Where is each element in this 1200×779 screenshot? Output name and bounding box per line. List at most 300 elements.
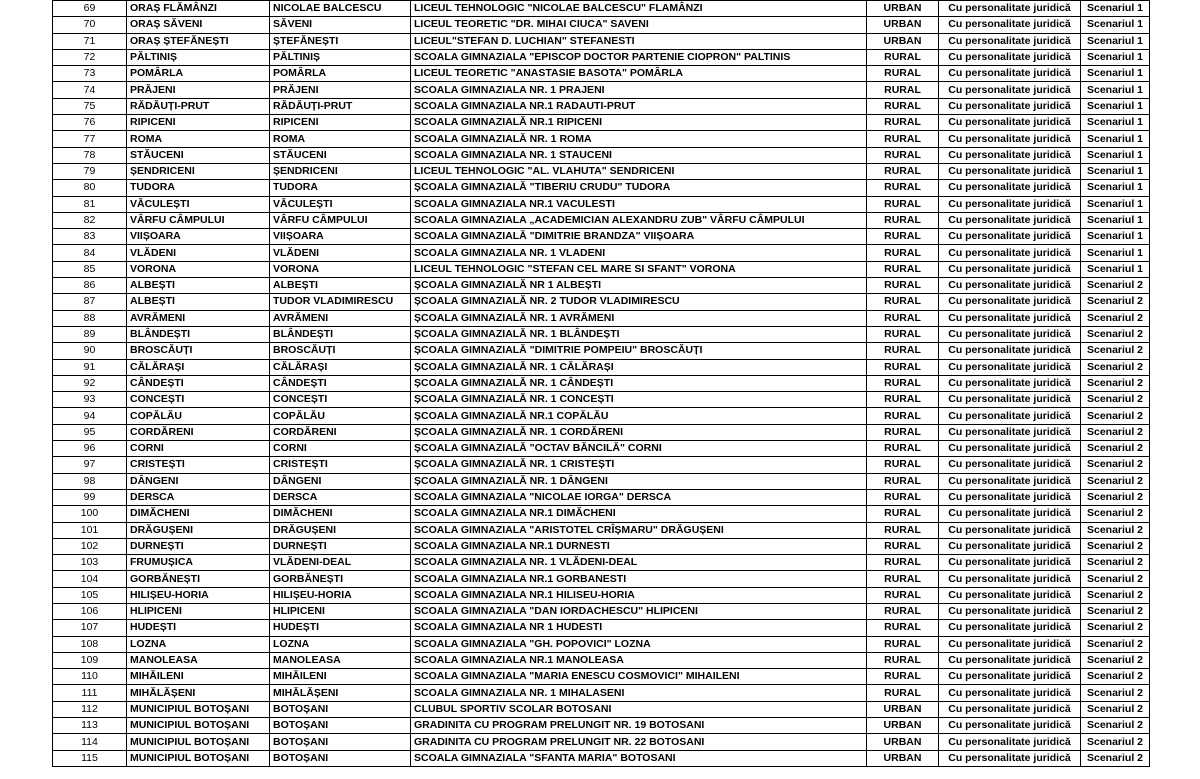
row-number: 78 bbox=[53, 147, 127, 163]
uat-cell: VLĂDENI bbox=[127, 245, 270, 261]
scenario-cell: Scenariul 2 bbox=[1081, 701, 1150, 717]
school-name-cell: ȘCOALA GIMNAZIALĂ NR. 1 CRISTEȘTI bbox=[411, 457, 867, 473]
locality-cell: BOTOȘANI bbox=[270, 734, 411, 750]
scenario-cell: Scenariul 2 bbox=[1081, 359, 1150, 375]
row-number: 115 bbox=[53, 750, 127, 766]
row-number: 108 bbox=[53, 636, 127, 652]
school-name-cell: ȘCOALA GIMNAZIALĂ NR. 1 BLÂNDEȘTI bbox=[411, 326, 867, 342]
locality-cell: MIHĂILENI bbox=[270, 669, 411, 685]
table-row bbox=[53, 131, 1150, 147]
row-number: 75 bbox=[53, 98, 127, 114]
legal-status-cell: Cu personalitate juridică bbox=[939, 82, 1081, 98]
locality-cell: TUDORA bbox=[270, 180, 411, 196]
environment-cell: RURAL bbox=[867, 147, 939, 163]
scenario-cell: Scenariul 1 bbox=[1081, 33, 1150, 49]
locality-cell: BOTOȘANI bbox=[270, 718, 411, 734]
scenario-cell: Scenariul 2 bbox=[1081, 620, 1150, 636]
uat-cell: DURNEȘTI bbox=[127, 538, 270, 554]
environment-cell: RURAL bbox=[867, 636, 939, 652]
uat-cell: DERSCA bbox=[127, 489, 270, 505]
row-number: 111 bbox=[53, 685, 127, 701]
uat-cell: GORBĂNEȘTI bbox=[127, 571, 270, 587]
table-row bbox=[53, 473, 1150, 489]
school-name-cell: SCOALA GIMNAZIALA NR.1 DURNESTI bbox=[411, 538, 867, 554]
school-name-cell: ȘCOALA GIMNAZIALĂ NR. 1 CÂNDEȘTI bbox=[411, 375, 867, 391]
row-number: 70 bbox=[53, 17, 127, 33]
locality-cell: VLĂDENI-DEAL bbox=[270, 555, 411, 571]
locality-cell: CÂNDEȘTI bbox=[270, 375, 411, 391]
locality-cell: PRĂJENI bbox=[270, 82, 411, 98]
legal-status-cell: Cu personalitate juridică bbox=[939, 701, 1081, 717]
school-name-cell: SCOALA GIMNAZIALA "GH. POPOVICI" LOZNA bbox=[411, 636, 867, 652]
table-row bbox=[53, 294, 1150, 310]
legal-status-cell: Cu personalitate juridică bbox=[939, 245, 1081, 261]
legal-status-cell: Cu personalitate juridică bbox=[939, 131, 1081, 147]
row-number: 101 bbox=[53, 522, 127, 538]
legal-status-cell: Cu personalitate juridică bbox=[939, 685, 1081, 701]
row-number: 97 bbox=[53, 457, 127, 473]
school-name-cell: SCOALA GIMNAZIALA "MARIA ENESCU COSMOVICI" MIHAILENI bbox=[411, 669, 867, 685]
school-name-cell: SCOALA GIMNAZIALA NR. 1 VLADENI bbox=[411, 245, 867, 261]
school-name-cell: SCOALA GIMNAZIALA „ACADEMICIAN ALEXANDRU ZUB" VÂRFU CÂMPULUI bbox=[411, 212, 867, 228]
scenario-cell: Scenariul 2 bbox=[1081, 489, 1150, 505]
row-number: 81 bbox=[53, 196, 127, 212]
table-row bbox=[53, 441, 1150, 457]
row-number: 99 bbox=[53, 489, 127, 505]
environment-cell: RURAL bbox=[867, 685, 939, 701]
row-number: 113 bbox=[53, 718, 127, 734]
locality-cell: RIPICENI bbox=[270, 115, 411, 131]
environment-cell: RURAL bbox=[867, 620, 939, 636]
school-name-cell: SCOALA GIMNAZIALA NR.1 DIMĂCHENI bbox=[411, 506, 867, 522]
table-row bbox=[53, 506, 1150, 522]
row-number: 72 bbox=[53, 49, 127, 65]
locality-cell: NICOLAE BALCESCU bbox=[270, 1, 411, 17]
uat-cell: CORDĂRENI bbox=[127, 424, 270, 440]
row-number: 96 bbox=[53, 441, 127, 457]
scenario-cell: Scenariul 2 bbox=[1081, 375, 1150, 391]
scenario-cell: Scenariul 2 bbox=[1081, 652, 1150, 668]
environment-cell: RURAL bbox=[867, 343, 939, 359]
uat-cell: HILIȘEU-HORIA bbox=[127, 587, 270, 603]
legal-status-cell: Cu personalitate juridică bbox=[939, 359, 1081, 375]
row-number: 71 bbox=[53, 33, 127, 49]
environment-cell: RURAL bbox=[867, 522, 939, 538]
environment-cell: RURAL bbox=[867, 408, 939, 424]
scenario-cell: Scenariul 1 bbox=[1081, 163, 1150, 179]
scenario-cell: Scenariul 1 bbox=[1081, 180, 1150, 196]
locality-cell: DERSCA bbox=[270, 489, 411, 505]
environment-cell: RURAL bbox=[867, 66, 939, 82]
locality-cell: MIHĂLĂȘENI bbox=[270, 685, 411, 701]
locality-cell: VIIȘOARA bbox=[270, 229, 411, 245]
row-number: 83 bbox=[53, 229, 127, 245]
row-number: 80 bbox=[53, 180, 127, 196]
school-name-cell: LICEUL TEORETIC "ANASTASIE BASOTA" POMÂRLA bbox=[411, 66, 867, 82]
uat-cell: BLÂNDEȘTI bbox=[127, 326, 270, 342]
school-name-cell: CLUBUL SPORTIV SCOLAR BOTOSANI bbox=[411, 701, 867, 717]
table-row bbox=[53, 261, 1150, 277]
row-number: 85 bbox=[53, 261, 127, 277]
legal-status-cell: Cu personalitate juridică bbox=[939, 734, 1081, 750]
environment-cell: RURAL bbox=[867, 98, 939, 114]
row-number: 73 bbox=[53, 66, 127, 82]
locality-cell: HILIȘEU-HORIA bbox=[270, 587, 411, 603]
legal-status-cell: Cu personalitate juridică bbox=[939, 408, 1081, 424]
scenario-cell: Scenariul 2 bbox=[1081, 343, 1150, 359]
environment-cell: RURAL bbox=[867, 131, 939, 147]
legal-status-cell: Cu personalitate juridică bbox=[939, 750, 1081, 766]
row-number: 95 bbox=[53, 424, 127, 440]
scenario-cell: Scenariul 2 bbox=[1081, 603, 1150, 619]
locality-cell: ȘENDRICENI bbox=[270, 163, 411, 179]
table-row bbox=[53, 392, 1150, 408]
legal-status-cell: Cu personalitate juridică bbox=[939, 278, 1081, 294]
table-row bbox=[53, 196, 1150, 212]
legal-status-cell: Cu personalitate juridică bbox=[939, 163, 1081, 179]
uat-cell: POMÂRLA bbox=[127, 66, 270, 82]
table-row bbox=[53, 98, 1150, 114]
environment-cell: RURAL bbox=[867, 310, 939, 326]
school-name-cell: SCOALA GIMNAZIALĂ "DIMITRIE BRANDZA" VIIȘOARA bbox=[411, 229, 867, 245]
locality-cell: DIMĂCHENI bbox=[270, 506, 411, 522]
school-name-cell: SCOALA GIMNAZIALA NR.1 VACULESTI bbox=[411, 196, 867, 212]
legal-status-cell: Cu personalitate juridică bbox=[939, 212, 1081, 228]
uat-cell: ROMA bbox=[127, 131, 270, 147]
row-number: 94 bbox=[53, 408, 127, 424]
table-row bbox=[53, 49, 1150, 65]
legal-status-cell: Cu personalitate juridică bbox=[939, 1, 1081, 17]
school-name-cell: ȘCOALA GIMNAZIALĂ NR. 2 TUDOR VLADIMIRESCU bbox=[411, 294, 867, 310]
school-name-cell: LICEUL TEHNOLOGIC "AL. VLAHUTA" SENDRICENI bbox=[411, 163, 867, 179]
scenario-cell: Scenariul 2 bbox=[1081, 408, 1150, 424]
table-row bbox=[53, 457, 1150, 473]
row-number: 105 bbox=[53, 587, 127, 603]
locality-cell: RĂDĂUȚI-PRUT bbox=[270, 98, 411, 114]
scenario-cell: Scenariul 2 bbox=[1081, 326, 1150, 342]
legal-status-cell: Cu personalitate juridică bbox=[939, 457, 1081, 473]
uat-cell: STĂUCENI bbox=[127, 147, 270, 163]
table-row bbox=[53, 147, 1150, 163]
environment-cell: RURAL bbox=[867, 424, 939, 440]
scenario-cell: Scenariul 2 bbox=[1081, 750, 1150, 766]
school-name-cell: LICEUL TEHNOLOGIC "NICOLAE BALCESCU" FLAMÂNZI bbox=[411, 1, 867, 17]
scenario-cell: Scenariul 1 bbox=[1081, 66, 1150, 82]
table-row bbox=[53, 489, 1150, 505]
school-name-cell: SCOALA GIMNAZIALA "EPISCOP DOCTOR PARTENIE CIOPRON" PALTINIS bbox=[411, 49, 867, 65]
school-name-cell: ȘCOALA GIMNAZIALĂ NR 1 ALBEȘTI bbox=[411, 278, 867, 294]
scenario-cell: Scenariul 1 bbox=[1081, 49, 1150, 65]
uat-cell: ORAȘ SĂVENI bbox=[127, 17, 270, 33]
uat-cell: FRUMUȘICA bbox=[127, 555, 270, 571]
school-name-cell: ȘCOALA GIMNAZIALĂ NR. 1 DÂNGENI bbox=[411, 473, 867, 489]
environment-cell: RURAL bbox=[867, 587, 939, 603]
scenario-cell: Scenariul 1 bbox=[1081, 229, 1150, 245]
environment-cell: RURAL bbox=[867, 571, 939, 587]
legal-status-cell: Cu personalitate juridică bbox=[939, 98, 1081, 114]
uat-cell: CORNI bbox=[127, 441, 270, 457]
environment-cell: RURAL bbox=[867, 245, 939, 261]
table-row bbox=[53, 359, 1150, 375]
scenario-cell: Scenariul 1 bbox=[1081, 261, 1150, 277]
legal-status-cell: Cu personalitate juridică bbox=[939, 115, 1081, 131]
school-name-cell: GRADINITA CU PROGRAM PRELUNGIT NR. 22 BOTOSANI bbox=[411, 734, 867, 750]
environment-cell: RURAL bbox=[867, 375, 939, 391]
uat-cell: MANOLEASA bbox=[127, 652, 270, 668]
row-number: 90 bbox=[53, 343, 127, 359]
legal-status-cell: Cu personalitate juridică bbox=[939, 652, 1081, 668]
table-row bbox=[53, 163, 1150, 179]
table-row bbox=[53, 636, 1150, 652]
legal-status-cell: Cu personalitate juridică bbox=[939, 506, 1081, 522]
table-row bbox=[53, 17, 1150, 33]
scenario-cell: Scenariul 2 bbox=[1081, 424, 1150, 440]
school-name-cell: ȘCOALA GIMNAZIALĂ NR. 1 CĂLĂRAȘI bbox=[411, 359, 867, 375]
scenario-cell: Scenariul 2 bbox=[1081, 457, 1150, 473]
locality-cell: SĂVENI bbox=[270, 17, 411, 33]
legal-status-cell: Cu personalitate juridică bbox=[939, 196, 1081, 212]
scenario-cell: Scenariul 1 bbox=[1081, 115, 1150, 131]
table-row bbox=[53, 701, 1150, 717]
legal-status-cell: Cu personalitate juridică bbox=[939, 571, 1081, 587]
table-row bbox=[53, 343, 1150, 359]
scenario-cell: Scenariul 1 bbox=[1081, 147, 1150, 163]
table-row bbox=[53, 115, 1150, 131]
environment-cell: URBAN bbox=[867, 17, 939, 33]
environment-cell: RURAL bbox=[867, 669, 939, 685]
locality-cell: PĂLTINIȘ bbox=[270, 49, 411, 65]
row-number: 69 bbox=[53, 1, 127, 17]
legal-status-cell: Cu personalitate juridică bbox=[939, 603, 1081, 619]
locality-cell: POMÂRLA bbox=[270, 66, 411, 82]
locality-cell: CONCEȘTI bbox=[270, 392, 411, 408]
legal-status-cell: Cu personalitate juridică bbox=[939, 473, 1081, 489]
environment-cell: RURAL bbox=[867, 326, 939, 342]
environment-cell: RURAL bbox=[867, 489, 939, 505]
school-name-cell: SCOALA GIMNAZIALA "NICOLAE IORGA" DERSCA bbox=[411, 489, 867, 505]
table-row bbox=[53, 620, 1150, 636]
scenario-cell: Scenariul 1 bbox=[1081, 245, 1150, 261]
table-row bbox=[53, 66, 1150, 82]
row-number: 89 bbox=[53, 326, 127, 342]
row-number: 82 bbox=[53, 212, 127, 228]
table-row bbox=[53, 82, 1150, 98]
environment-cell: RURAL bbox=[867, 229, 939, 245]
locality-cell: VORONA bbox=[270, 261, 411, 277]
table-row bbox=[53, 734, 1150, 750]
environment-cell: URBAN bbox=[867, 734, 939, 750]
legal-status-cell: Cu personalitate juridică bbox=[939, 180, 1081, 196]
scenario-cell: Scenariul 2 bbox=[1081, 294, 1150, 310]
environment-cell: RURAL bbox=[867, 506, 939, 522]
school-name-cell: SCOALA GIMNAZIALA NR. 1 VLĂDENI-DEAL bbox=[411, 555, 867, 571]
row-number: 114 bbox=[53, 734, 127, 750]
school-name-cell: SCOALA GIMNAZIALA NR.1 GORBANESTI bbox=[411, 571, 867, 587]
document-page bbox=[52, 0, 1150, 767]
scenario-cell: Scenariul 2 bbox=[1081, 310, 1150, 326]
row-number: 92 bbox=[53, 375, 127, 391]
uat-cell: RIPICENI bbox=[127, 115, 270, 131]
uat-cell: VÂRFU CÂMPULUI bbox=[127, 212, 270, 228]
uat-cell: CĂLĂRAȘI bbox=[127, 359, 270, 375]
legal-status-cell: Cu personalitate juridică bbox=[939, 669, 1081, 685]
locality-cell: CORDĂRENI bbox=[270, 424, 411, 440]
locality-cell: CRISTEȘTI bbox=[270, 457, 411, 473]
row-number: 106 bbox=[53, 603, 127, 619]
locality-cell: CĂLĂRAȘI bbox=[270, 359, 411, 375]
environment-cell: URBAN bbox=[867, 33, 939, 49]
environment-cell: RURAL bbox=[867, 538, 939, 554]
locality-cell: BROSCĂUȚI bbox=[270, 343, 411, 359]
locality-cell: BOTOȘANI bbox=[270, 750, 411, 766]
school-name-cell: SCOALA GIMNAZIALA NR. 1 MIHALASENI bbox=[411, 685, 867, 701]
uat-cell: ORAȘ ȘTEFĂNEȘTI bbox=[127, 33, 270, 49]
row-number: 107 bbox=[53, 620, 127, 636]
table-row bbox=[53, 408, 1150, 424]
table-row bbox=[53, 33, 1150, 49]
school-name-cell: SCOALA GIMNAZIALA NR.1 HILISEU-HORIA bbox=[411, 587, 867, 603]
scenario-cell: Scenariul 2 bbox=[1081, 587, 1150, 603]
scenario-cell: Scenariul 2 bbox=[1081, 522, 1150, 538]
uat-cell: HUDEȘTI bbox=[127, 620, 270, 636]
school-name-cell: SCOALA GIMNAZIALA "DAN IORDACHESCU" HLIPICENI bbox=[411, 603, 867, 619]
locality-cell: LOZNA bbox=[270, 636, 411, 652]
uat-cell: ALBEȘTI bbox=[127, 294, 270, 310]
school-name-cell: LICEUL TEORETIC "DR. MIHAI CIUCA" SAVENI bbox=[411, 17, 867, 33]
uat-cell: MUNICIPIUL BOTOȘANI bbox=[127, 734, 270, 750]
environment-cell: RURAL bbox=[867, 115, 939, 131]
legal-status-cell: Cu personalitate juridică bbox=[939, 375, 1081, 391]
environment-cell: RURAL bbox=[867, 196, 939, 212]
legal-status-cell: Cu personalitate juridică bbox=[939, 49, 1081, 65]
school-name-cell: ȘCOALA GIMNAZIALĂ "OCTAV BĂNCILĂ" CORNI bbox=[411, 441, 867, 457]
environment-cell: RURAL bbox=[867, 180, 939, 196]
uat-cell: CONCEȘTI bbox=[127, 392, 270, 408]
scenario-cell: Scenariul 2 bbox=[1081, 441, 1150, 457]
row-number: 88 bbox=[53, 310, 127, 326]
locality-cell: VLĂDENI bbox=[270, 245, 411, 261]
legal-status-cell: Cu personalitate juridică bbox=[939, 489, 1081, 505]
legal-status-cell: Cu personalitate juridică bbox=[939, 229, 1081, 245]
legal-status-cell: Cu personalitate juridică bbox=[939, 294, 1081, 310]
environment-cell: RURAL bbox=[867, 555, 939, 571]
locality-cell: ROMA bbox=[270, 131, 411, 147]
scenario-cell: Scenariul 1 bbox=[1081, 196, 1150, 212]
legal-status-cell: Cu personalitate juridică bbox=[939, 538, 1081, 554]
table-body bbox=[53, 1, 1150, 767]
uat-cell: DIMĂCHENI bbox=[127, 506, 270, 522]
school-name-cell: ȘCOALA GIMNAZIALĂ NR. 1 CORDĂRENI bbox=[411, 424, 867, 440]
environment-cell: URBAN bbox=[867, 750, 939, 766]
scenario-cell: Scenariul 1 bbox=[1081, 212, 1150, 228]
uat-cell: VIIȘOARA bbox=[127, 229, 270, 245]
table-row bbox=[53, 180, 1150, 196]
row-number: 112 bbox=[53, 701, 127, 717]
scenario-cell: Scenariul 1 bbox=[1081, 82, 1150, 98]
school-name-cell: SCOALA GIMNAZIALA NR.1 MANOLEASA bbox=[411, 652, 867, 668]
school-name-cell: ȘCOALA GIMNAZIALĂ NR. 1 AVRĂMENI bbox=[411, 310, 867, 326]
environment-cell: URBAN bbox=[867, 1, 939, 17]
scenario-cell: Scenariul 1 bbox=[1081, 1, 1150, 17]
uat-cell: VĂCULEȘTI bbox=[127, 196, 270, 212]
uat-cell: ȘENDRICENI bbox=[127, 163, 270, 179]
school-name-cell: LICEUL"STEFAN D. LUCHIAN" STEFANESTI bbox=[411, 33, 867, 49]
table-row bbox=[53, 278, 1150, 294]
environment-cell: RURAL bbox=[867, 359, 939, 375]
locality-cell: CORNI bbox=[270, 441, 411, 457]
environment-cell: RURAL bbox=[867, 473, 939, 489]
locality-cell: TUDOR VLADIMIRESCU bbox=[270, 294, 411, 310]
scenario-cell: Scenariul 2 bbox=[1081, 734, 1150, 750]
uat-cell: ALBEȘTI bbox=[127, 278, 270, 294]
environment-cell: RURAL bbox=[867, 652, 939, 668]
locality-cell: DURNEȘTI bbox=[270, 538, 411, 554]
scenario-cell: Scenariul 2 bbox=[1081, 636, 1150, 652]
school-name-cell: ȘCOALA GIMNAZIALĂ "DIMITRIE POMPEIU" BROSCĂUȚI bbox=[411, 343, 867, 359]
uat-cell: DRĂGUȘENI bbox=[127, 522, 270, 538]
table-row bbox=[53, 555, 1150, 571]
locality-cell: VĂCULEȘTI bbox=[270, 196, 411, 212]
table-row bbox=[53, 571, 1150, 587]
scenario-cell: Scenariul 1 bbox=[1081, 17, 1150, 33]
legal-status-cell: Cu personalitate juridică bbox=[939, 17, 1081, 33]
environment-cell: URBAN bbox=[867, 718, 939, 734]
school-name-cell: SCOALA GIMNAZIALA NR. 1 PRAJENI bbox=[411, 82, 867, 98]
scenario-cell: Scenariul 2 bbox=[1081, 555, 1150, 571]
legal-status-cell: Cu personalitate juridică bbox=[939, 555, 1081, 571]
legal-status-cell: Cu personalitate juridică bbox=[939, 66, 1081, 82]
uat-cell: CRISTEȘTI bbox=[127, 457, 270, 473]
school-name-cell: SCOALA GIMNAZIALA "ARISTOTEL CRÎȘMARU" DRĂGUȘENI bbox=[411, 522, 867, 538]
table-row bbox=[53, 603, 1150, 619]
uat-cell: RĂDĂUȚI-PRUT bbox=[127, 98, 270, 114]
row-number: 110 bbox=[53, 669, 127, 685]
legal-status-cell: Cu personalitate juridică bbox=[939, 587, 1081, 603]
environment-cell: RURAL bbox=[867, 392, 939, 408]
scenario-cell: Scenariul 2 bbox=[1081, 392, 1150, 408]
environment-cell: RURAL bbox=[867, 457, 939, 473]
row-number: 103 bbox=[53, 555, 127, 571]
school-name-cell: ȘCOALA GIMNAZIALĂ NR.1 COPĂLĂU bbox=[411, 408, 867, 424]
locality-cell: ALBEȘTI bbox=[270, 278, 411, 294]
environment-cell: RURAL bbox=[867, 294, 939, 310]
table-row bbox=[53, 245, 1150, 261]
scenario-cell: Scenariul 1 bbox=[1081, 131, 1150, 147]
legal-status-cell: Cu personalitate juridică bbox=[939, 310, 1081, 326]
table-row bbox=[53, 310, 1150, 326]
scenario-cell: Scenariul 2 bbox=[1081, 571, 1150, 587]
locality-cell: GORBĂNEȘTI bbox=[270, 571, 411, 587]
locality-cell: BOTOȘANI bbox=[270, 701, 411, 717]
scenario-cell: Scenariul 2 bbox=[1081, 718, 1150, 734]
legal-status-cell: Cu personalitate juridică bbox=[939, 261, 1081, 277]
uat-cell: MUNICIPIUL BOTOȘANI bbox=[127, 701, 270, 717]
scenario-cell: Scenariul 2 bbox=[1081, 473, 1150, 489]
locality-cell: STĂUCENI bbox=[270, 147, 411, 163]
locality-cell: DÂNGENI bbox=[270, 473, 411, 489]
row-number: 84 bbox=[53, 245, 127, 261]
uat-cell: PĂLTINIȘ bbox=[127, 49, 270, 65]
environment-cell: RURAL bbox=[867, 163, 939, 179]
scenario-cell: Scenariul 2 bbox=[1081, 685, 1150, 701]
scenario-cell: Scenariul 1 bbox=[1081, 98, 1150, 114]
legal-status-cell: Cu personalitate juridică bbox=[939, 33, 1081, 49]
environment-cell: RURAL bbox=[867, 212, 939, 228]
table-row bbox=[53, 750, 1150, 766]
uat-cell: AVRĂMENI bbox=[127, 310, 270, 326]
school-name-cell: ȘCOALA GIMNAZIALĂ "TIBERIU CRUDU" TUDORA bbox=[411, 180, 867, 196]
uat-cell: MUNICIPIUL BOTOȘANI bbox=[127, 750, 270, 766]
